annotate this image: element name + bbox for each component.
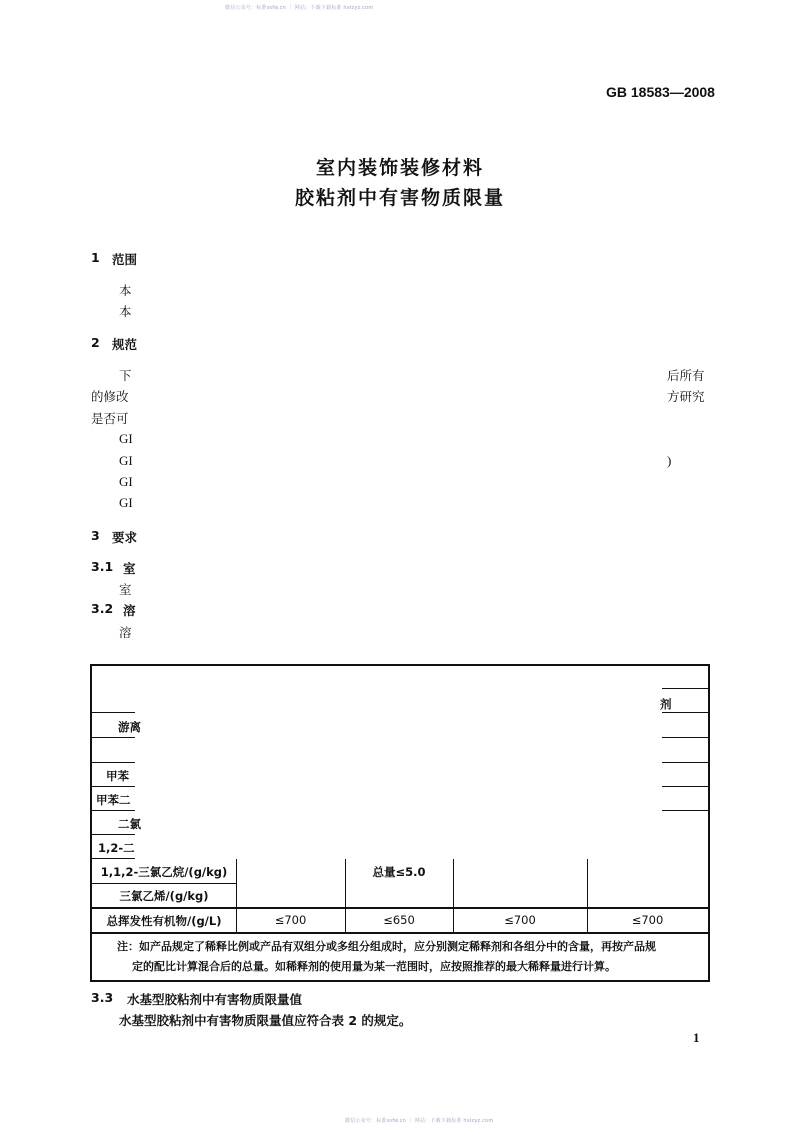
section-2-line3-start: 是否可 [91,411,129,426]
row-label-tvoc: 总挥发性有机物/(g/L) [106,914,222,928]
section-3-2-number: 3.2 [91,601,114,616]
page-title-line1: 室内装饰装修材料 [315,157,484,179]
page-title-line2: 胶粘剂中有害物质限量 [294,187,505,209]
row-label-dichloro: 二氯 [118,817,141,831]
page-number: 1 [693,1030,700,1045]
section-1-number: 1 [91,250,100,265]
reference-1: GI [119,431,133,446]
section-3-heading: 要求 [112,530,138,545]
table-note-line1: 注：如产品规定了稀释比例或产品有双组分或多组分组成时，应分别测定稀释剂和各组分中的含量，再按产品规 [117,940,656,953]
row-label-toluene: 甲苯 [106,769,129,783]
section-3-3-heading: 水基型胶粘剂中有害物质限量值 [127,992,303,1007]
section-3-3-para: 水基型胶粘剂中有害物质限量值应符合表 2 的规定。 [119,1013,412,1028]
section-2-heading: 规范 [112,337,138,352]
watermark-top: 微信公众号：标准ssfw.cn ｜ 网站：下载下载标准 hxlzyz.com [225,5,374,11]
section-1-para2: 本 [119,304,132,319]
reference-2-end: ) [667,453,672,468]
table-note-line2: 定的配比计算混合后的总量。如稀释剂的使用量为某一范围时，应按照推荐的最大稀释量进行计算。 [132,960,616,973]
section-3-2-heading: 溶 [123,603,136,618]
table-header-fragment: 剂 [660,697,672,711]
section-3-1-heading: 室 [123,561,136,576]
watermark-bottom: 微信公众号：标准ssfw.cn ｜ 网站：下载下载标准 hxlzyz.com [345,1118,494,1124]
row-label-toluene-xylene: 甲苯二 [96,793,131,807]
row-label-dichloroethane: 1,2-二 [98,841,135,855]
section-2-number: 2 [91,335,100,350]
row-label-trichloroethane: 1,1,2-三氯乙烷/(g/kg) [100,865,228,879]
tvoc-value-4: ≤700 [631,913,664,927]
tvoc-value-3: ≤700 [504,913,536,927]
section-2-line2-start: 的修改 [91,389,129,404]
row-label-free: 游离 [118,720,141,734]
section-2-para-start: 下 [119,368,132,383]
section-3-number: 3 [91,528,100,543]
section-3-3-number: 3.3 [91,990,114,1005]
reference-3: GI [119,474,133,489]
section-2-line2-end: 方研究 [667,389,705,404]
section-3-1-number: 3.1 [91,559,114,574]
section-1-heading: 范围 [112,252,138,267]
reference-4: GI [119,495,133,510]
section-3-1-para: 室 [119,582,132,597]
standard-number: GB 18583—2008 [606,84,715,100]
tvoc-value-2: ≤650 [383,913,415,927]
section-2-para-end: 后所有 [667,368,705,383]
merged-total-value: 总量≤5.0 [372,865,426,879]
row-label-trichloroethylene: 三氯乙烯/(g/kg) [119,889,209,903]
section-3-2-para: 溶 [119,625,132,640]
section-1-para1: 本 [119,283,132,298]
tvoc-value-1: ≤700 [274,913,307,927]
reference-2: GI [119,453,133,468]
